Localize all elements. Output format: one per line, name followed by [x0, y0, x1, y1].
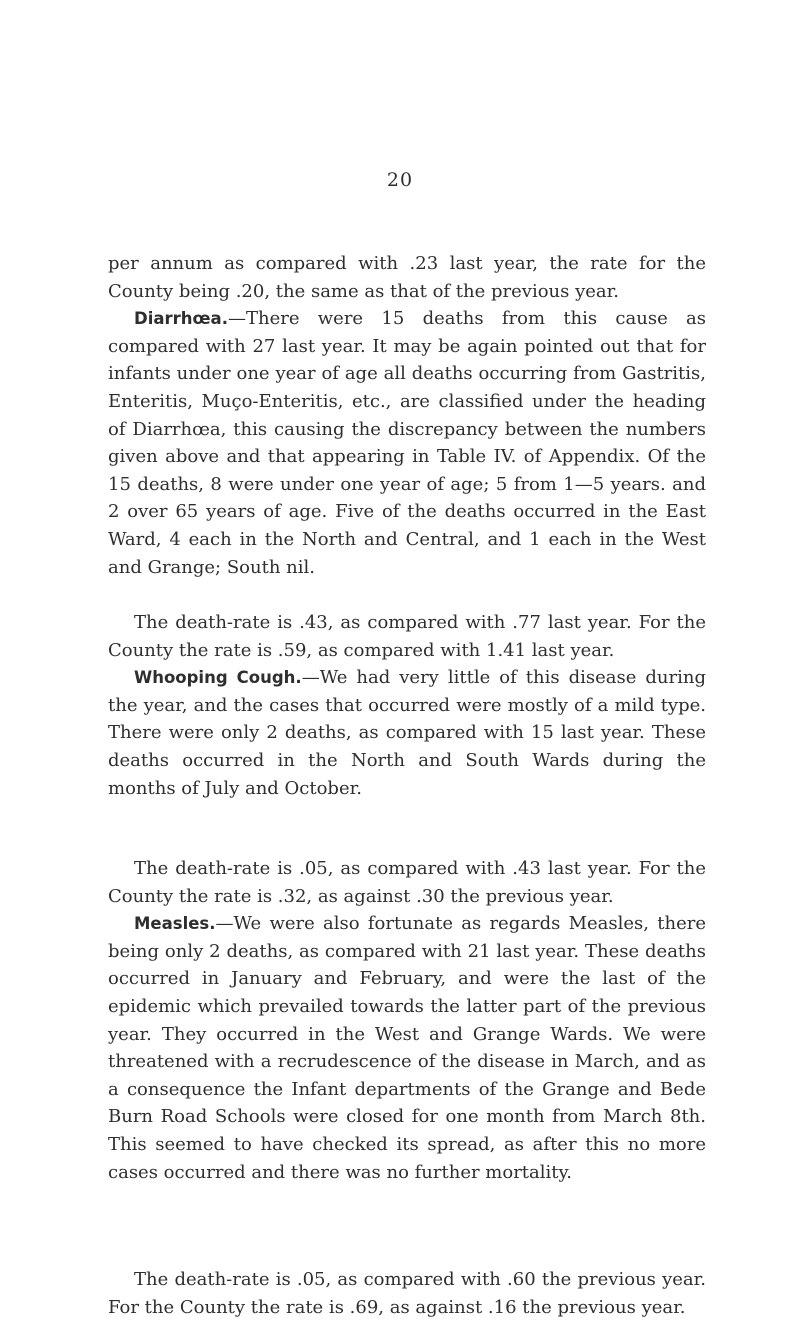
section-heading-measles: Measles.: [134, 914, 216, 934]
paragraph-text: The death-rate is .05, as compared with .60 the previous year. For the County the rate is .69, as against .16 the previous year.: [108, 1269, 706, 1318]
paragraph-whooping-cough: [108, 664, 706, 802]
section-heading-whooping-cough: Whooping Cough.: [134, 668, 302, 688]
text-block-whooping-cough: [108, 609, 706, 802]
paragraph-text: —We had very little of this disease during the year, and the cases that occurred were mostly of a mild type. There were only 2 deaths, as compared with 15 last year. These deaths occurred in the North and South Wards during the months of July and October.: [108, 667, 706, 799]
section-heading-diarrhoea: Diarrhœa.: [134, 309, 228, 329]
paragraph-diarrhoea: [108, 305, 706, 581]
paragraph-whooping-cough-death-rate: [108, 855, 706, 910]
paragraph-text: The death-rate is .43, as compared with .77 last year. For the County the rate is .59, as compared with 1.41 last year.: [108, 612, 706, 661]
paragraph-measles-death-rate: [108, 1266, 706, 1321]
paragraph-continuation: [108, 250, 706, 305]
text-block-diarrhoea: [108, 250, 706, 581]
text-block-measles-death-rate: [108, 1266, 706, 1321]
text-block-measles: [108, 855, 706, 1186]
paragraph-text: per annum as compared with .23 last year, the rate for the County being .20, the same as that of the previous year.: [108, 253, 706, 302]
paragraph-text: —There were 15 deaths from this cause as compared with 27 last year. It may be again pointed out that for infants under one year of age all deaths occurring from Gastritis, Enteritis, Muço-Enteritis, etc., are classified under the heading of Diarrhœa, this causing the discrepancy between the numbers given above and that appearing in Table IV. of Appendix. Of the 15 deaths, 8 were under one year of age; 5 from 1—5 years. and 2 over 65 years of age. Five of the deaths occurred in the East Ward, 4 each in the North and Central, and 1 each in the West and Grange; South nil.: [108, 308, 706, 578]
paragraph-diarrhoea-death-rate: [108, 609, 706, 664]
paragraph-text: —We were also fortunate as regards Measles, there being only 2 deaths, as compared with 21 last year. These deaths occurred in January and February, and were the last of the epidemic which prevailed towards the latter part of the previous year. They occurred in the West and Grange Wards. We were threatened with a recrudescence of the disease in March, and as a consequence the Infant departments of the Grange and Bede Burn Road Schools were closed for one month from March 8th. This seemed to have checked its spread, as after this no more cases occurred and there was no further mortality.: [108, 913, 706, 1183]
paragraph-measles: [108, 910, 706, 1186]
paragraph-text: The death-rate is .05, as compared with .43 last year. For the County the rate is .32, as against .30 the previous year.: [108, 858, 706, 907]
page-number: 20: [386, 169, 414, 191]
